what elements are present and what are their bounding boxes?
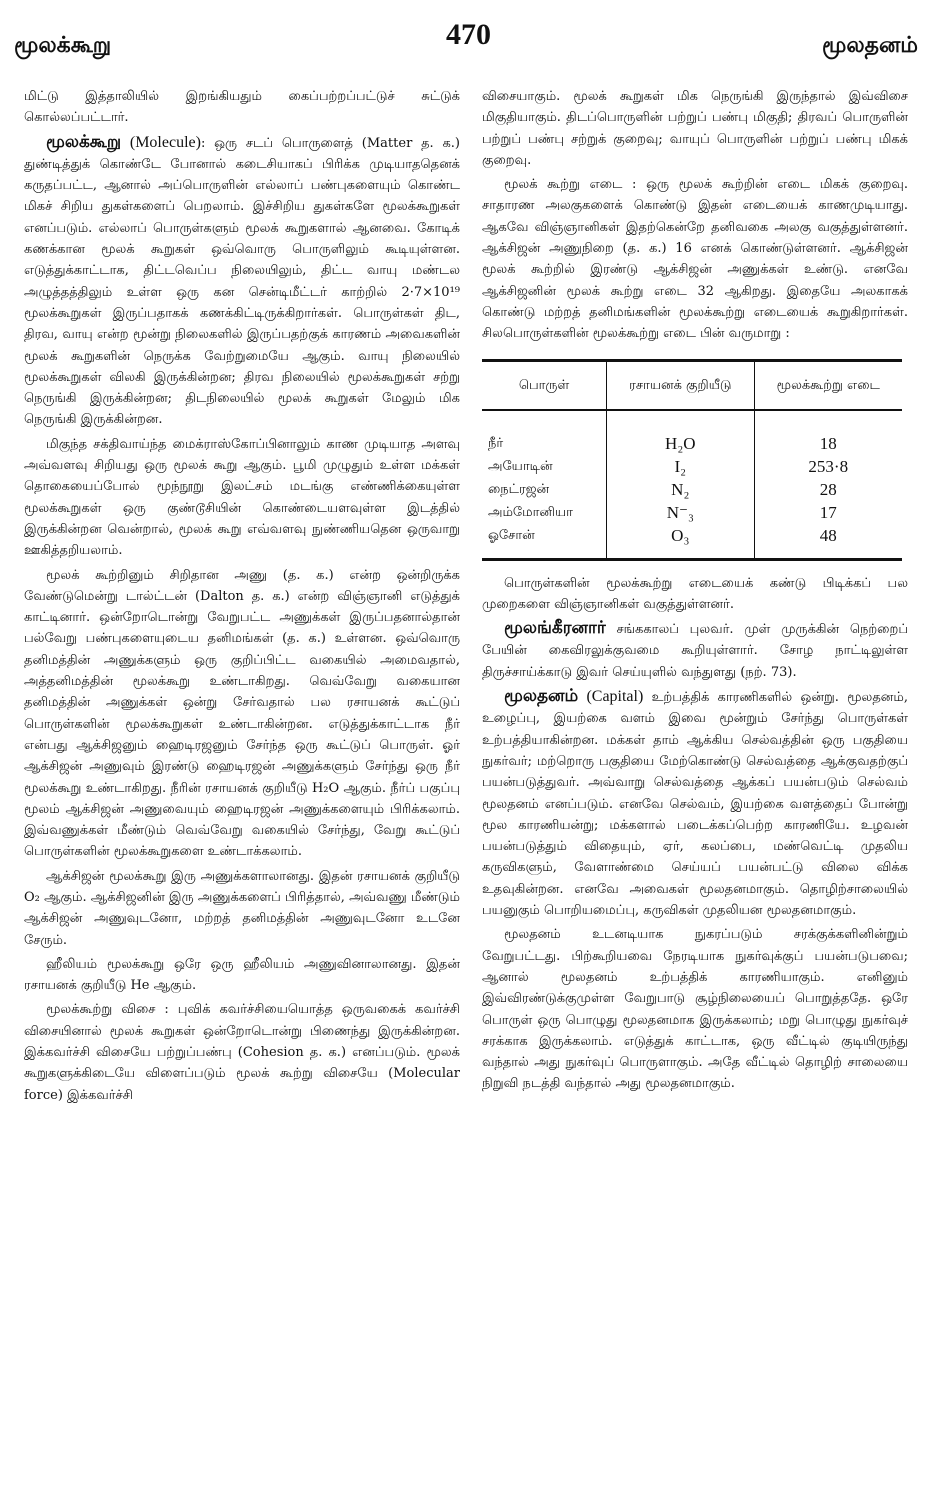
substance-cell: ஓசோன் bbox=[482, 524, 607, 560]
formula-cell: H₂O bbox=[607, 410, 754, 455]
table-header-row bbox=[482, 360, 902, 410]
entry-english-term: (Molecule) bbox=[129, 133, 201, 151]
substance-cell: அயோடின் bbox=[488, 458, 553, 474]
entry-body: : ஒரு சடப் பொருளைத் (Matter த. க.) துண்டித்துக் கொண்டே போனால் கடைசியாகப் பிரிக்க முடியாததெனக் கருதப்பட்ட, ஆனால் அப்பொருளின் எல்லாப் பண்புகளையும் கொண்ட மிகச் சிறிய துகள்களைப் பெறலாம். இச்சிறிய துகள்களே மூலக்கூறுகள் எனப்படும். எல்லாப் பொருள்களும் மூலக் கூறுகளால் ஆனவை. கோடிக் கணக்கான மூலக் கூறுகள் ஒவ்வொரு பொருளிலும் கூடியுள்ளன. எடுத்துக்காட்டாக, திட்டவெப்ப நிலையிலும், திட்ட வாயு மண்டல அழுத்தத்திலும் உள்ள ஒரு கன சென்டிமீட்டர் காற்றில் 2·7×10¹⁹ மூலக்கூறுகள் இருப்பதாகக் கணக்கிட்டிருக்கிறார்கள். பொருள்கள் திட, திரவ, வாயு என்ற மூன்று நிலைகளில் இருப்பதற்குக் காரணம் அவைகளின் மூலக் கூறுகளின் நெருக்க வேற்றுமையே ஆகும். வாயு நிலையில் மூலக்கூறுகள் விலகி இருக்கின்றன; திரவ நிலையில் மூலக்கூறுகள் சற்று நெருங்கி இருக்கின்றன; திடநிலையில் மூலக் கூறுகள் மேலும் மிக நெருங்கி இருக்கின்றன. bbox=[24, 135, 460, 428]
paragraph: விசையாகும். மூலக் கூறுகள் மிக நெருங்கி இருந்தால் இவ்விசை மிகுதியாகும். திடப்பொருளின் பற்றுப் பண்பு மிகுதி; திரவப் பொருளின் பற்றுப் பண்பு சற்றுக் குறைவு; வாயுப் பொருளின் பற்றுப் பண்பு மிகக் குறைவு. bbox=[482, 89, 908, 168]
running-head-right: மூலதனம் bbox=[822, 32, 918, 58]
weight-cell: 253·8 bbox=[754, 455, 902, 478]
table-row bbox=[482, 455, 902, 478]
formula-cell: O₃ bbox=[607, 524, 754, 560]
table-row bbox=[482, 478, 902, 501]
page-header bbox=[0, 18, 940, 68]
entry-capital bbox=[482, 686, 908, 921]
weight-cell: 48 bbox=[754, 524, 902, 560]
paragraph: மிகுந்த சக்திவாய்ந்த மைக்ராஸ்கோப்பினாலும் காண முடியாத அளவு அவ்வளவு சிறியது ஒரு மூலக் கூறு ஆகும். பூமி முழுதும் உள்ள மக்கள் தொகையைப்போல் மூந்நூறு இலட்சம் மடங்கு எண்ணிக்கையுள்ள மூலக்கூறுகள் ஒரு குண்டூசியின் கொண்டையளவுள்ள இடத்தில் இருக்கின்றன வென்றால், மூலக் கூறு எவ்வளவு நுண்ணியதென ஒருவாறு ஊகித்தறியலாம். bbox=[24, 436, 460, 559]
paragraph: மூலக் கூற்று எடை : ஒரு மூலக் கூற்றின் எடை மிகக் குறைவு. சாதாரண அலகுகளைக் கொண்டு இதன் எடையைக் காணமுடியாது. ஆகவே விஞ்ஞானிகள் இதற்கென்றே தனிவகை அலகு வகுத்துள்ளனர். ஆக்சிஜன் அணுநிறை (த. க.) 16 எனக் கொண்டுள்ளனர். ஆக்சிஜன் மூலக் கூற்றில் இரண்டு ஆக்சிஜன் அணுக்கள் உண்டு. எனவே ஆக்சிஜனின் மூலக் கூற்று எடை 32 ஆகிறது. இதையே அலகாகக் கொண்டு மற்றத் தனிமங்களின் மூலக்கூற்று எடையைக் கூறுகிறார்கள். சிலபொருள்களின் மூலக்கூற்று எடை பின் வருமாறு : bbox=[482, 177, 908, 342]
formula-cell: N⁻₃ bbox=[607, 501, 754, 524]
paragraph: ஆக்சிஜன் மூலக்கூறு இரு அணுக்களாலானது. இதன் ரசாயனக் குறியீடு O₂ ஆகும். ஆக்சிஜனின் இரு அணுக்களைப் பிரித்தால், அவ்வணு மீண்டும் ஆக்சிஜன் அணுவுடனோ, மற்றத் தனிமத்தின் அணுவுடனோ உடனே சேரும். bbox=[24, 868, 460, 948]
weight-cell: 17 bbox=[754, 501, 902, 524]
molecular-weight-table bbox=[482, 359, 902, 561]
table-row bbox=[482, 501, 902, 524]
page-number: 470 bbox=[446, 18, 491, 51]
entry-body: உற்பத்திக் காரணிகளில் ஒன்று. மூலதனம், உழைப்பு, இயற்கை வளம் இவை மூன்றும் சேர்ந்து பொருள்கள் உற்பத்தியாகின்றன. மக்கள் தாம் ஆக்கிய செல்வத்தின் ஒரு பகுதியை நுகர்வர்; மற்றொரு பகுதியை மேற்கொண்டு செல்வத்தை ஆக்குவதற்குப் பயன்படுத்துவர். அவ்வாறு செல்வத்தை ஆக்கப் பயன்படும் செல்வம் மூலதனம் எனப்படும். எனவே செல்வம், இயற்கை வளத்தைப் போன்று மூல காரணியன்று; மக்களால் படைக்கப்பெற்ற காரணியே. உழவன் பயன்படுத்தும் விதையும், ஏர், கலப்பை, மண்வெட்டி முதலிய கருவிகளும், வேளாண்மை செய்யப் பயன்பட்டு விலை விக்க உதவுகின்றன. எனவே அவைகள் மூலதனமாகும். தொழிற்சாலையில் பயனுகும் பொறியமைப்பு, கருவிகள் முதலியன மூலதனமாகும். bbox=[482, 690, 909, 919]
paragraph: பொருள்களின் மூலக்கூற்று எடையைக் கண்டு பிடிக்கப் பல முறைகளை விஞ்ஞானிகள் வகுத்துள்ளனர். bbox=[482, 575, 908, 612]
paragraph: ஹீலியம் மூலக்கூறு ஒரே ஒரு ஹீலியம் அணுவினாலானது. இதன் ரசாயனக் குறியீடு He ஆகும். bbox=[24, 956, 460, 994]
paragraph: மூலக் கூற்றினும் சிறிதான அணு (த. க.) என்ற ஒன்றிருக்க வேண்டுமென்று டால்ட்டன் (Dalton த. க.) என்ற விஞ்ஞானி எடுத்துக் காட்டினார். ஒன்றோடொன்று வேறுபட்ட அணுக்கள் இருப்பதனால்தான் பல்வேறு பண்புகளையுடைய தனிமங்கள் (த. க.) உள்ளன. ஒவ்வொரு தனிமத்தின் அணுக்களும் ஒரு குறிப்பிட்ட வகையில் அமைவதால், அத்தனிமத்தின் மூலக்கூறு உண்டாகிறது. வெவ்வேறு வகையான தனிமத்தின் அணுக்கள் ஒன்று சேர்வதால் பல ரசாயனக் கூட்டுப் பொருள்களின் மூலக்கூறுகள் உண்டாகின்றன. எடுத்துக்காட்டாக நீர் என்பது ஆக்சிஜனும் ஹைடிரஜனும் சேர்ந்த ஒரு கூட்டுப் பொருள். ஓர் ஆக்சிஜன் அணுவும் இரண்டு ஹைடிரஜன் அணுக்களும் சேர்ந்து ஒரு நீர் மூலக்கூறு உண்டாகிறது. நீரின் ரசாயனக் குறியீடு H₂O ஆகும். நீர்ப் பகுப்பு மூலம் ஆக்சிஜன் அணுவையும் ஹைடிரஜன் அணுக்களையும் பிரிக்கலாம். இவ்வணுக்கள் மீண்டும் வெவ்வேறு வகையில் சேர்ந்து, வேறு கூட்டுப் பொருள்களின் மூலக்கூறுகளை உண்டாக்கலாம். bbox=[24, 567, 460, 860]
paragraph: மிட்டு இத்தாலியில் இறங்கியதும் கைப்பற்றப்பட்டுச் சுட்டுக் கொல்லப்பட்டார். bbox=[24, 89, 460, 126]
weight-cell: 18 bbox=[754, 410, 902, 455]
right-column bbox=[482, 86, 908, 1098]
weight-cell: 28 bbox=[754, 478, 902, 501]
entry-moolankeeranar bbox=[482, 618, 908, 683]
entry-term: மூலதனம் bbox=[504, 686, 579, 707]
entry-term: மூலங்கீரனார் bbox=[504, 618, 606, 639]
entry-term: மூலக்கூறு bbox=[46, 131, 122, 152]
table-row bbox=[482, 524, 902, 560]
column-header: மூலக்கூற்று எடை bbox=[754, 360, 902, 410]
column-header: பொருள் bbox=[518, 377, 570, 393]
paragraph: மூலதனம் உடனடியாக நுகரப்படும் சரக்குக்களினின்றும் வேறுபட்டது. பிற்கூறியவை நேரடியாக நுகர்வுக்குப் பயன்படுபவை; ஆனால் மூலதனம் உற்பத்திக் காரணியாகும். எனினும் இவ்விரண்டுக்குமுள்ள வேறுபாடு சூழ்நிலையைப் பொறுத்ததே. ஒரே பொருள் ஒரு பொழுது மூலதனமாக இருக்கலாம்; மறு பொழுது நுகர்வுச் சரக்காக இருக்கலாம். எடுத்துக் காட்டாக, ஒரு வீட்டில் குடியிருந்து வந்தால் அது நுகர்வுப் பொருளாகும். அதே வீட்டில் தொழிற் சாலையை நிறுவி நடத்தி வந்தால் அது மூலதனமாகும். bbox=[482, 927, 908, 1092]
substance-cell: அம்மோனியா bbox=[488, 504, 573, 520]
left-column bbox=[24, 86, 460, 1109]
entry-english-term: (Capital) bbox=[586, 688, 644, 706]
formula-cell: I₂ bbox=[607, 455, 754, 478]
paragraph: மூலக்கூற்று விசை : புவிக் கவர்ச்சியையொத்த ஒருவகைக் கவர்ச்சி விசையினால் மூலக் கூறுகள் ஒன்றோடொன்று பிணைந்து இருக்கின்றன. இக்கவர்ச்சி விசையே பற்றுப்பண்பு (Cohesion த. க.) எனப்படும். மூலக் கூறுகளுக்கிடையே விளைப்படும் மூலக் கூற்று விசையே (Molecular force) இக்கவர்ச்சி bbox=[24, 1002, 460, 1103]
running-head-left: மூலக்கூறு bbox=[14, 32, 112, 58]
table-row bbox=[482, 410, 902, 455]
substance-cell: நைட்ரஜன் bbox=[488, 481, 550, 497]
entry-molecule bbox=[24, 132, 460, 431]
formula-cell: N₂ bbox=[607, 478, 754, 501]
substance-cell: நீர் bbox=[488, 435, 504, 451]
column-header: ரசாயனக் குறியீடு bbox=[607, 360, 754, 410]
entry-body: சங்ககாலப் புலவர். முள் முருக்கின் நெற்றைப் பேயின் கைவிரலுக்குவமை கூறியுள்ளார். சோழ நாட்டிலுள்ள திருச்சாய்க்காடு இவர் செய்யுளில் வந்துளது (நற். 73). bbox=[482, 622, 909, 680]
